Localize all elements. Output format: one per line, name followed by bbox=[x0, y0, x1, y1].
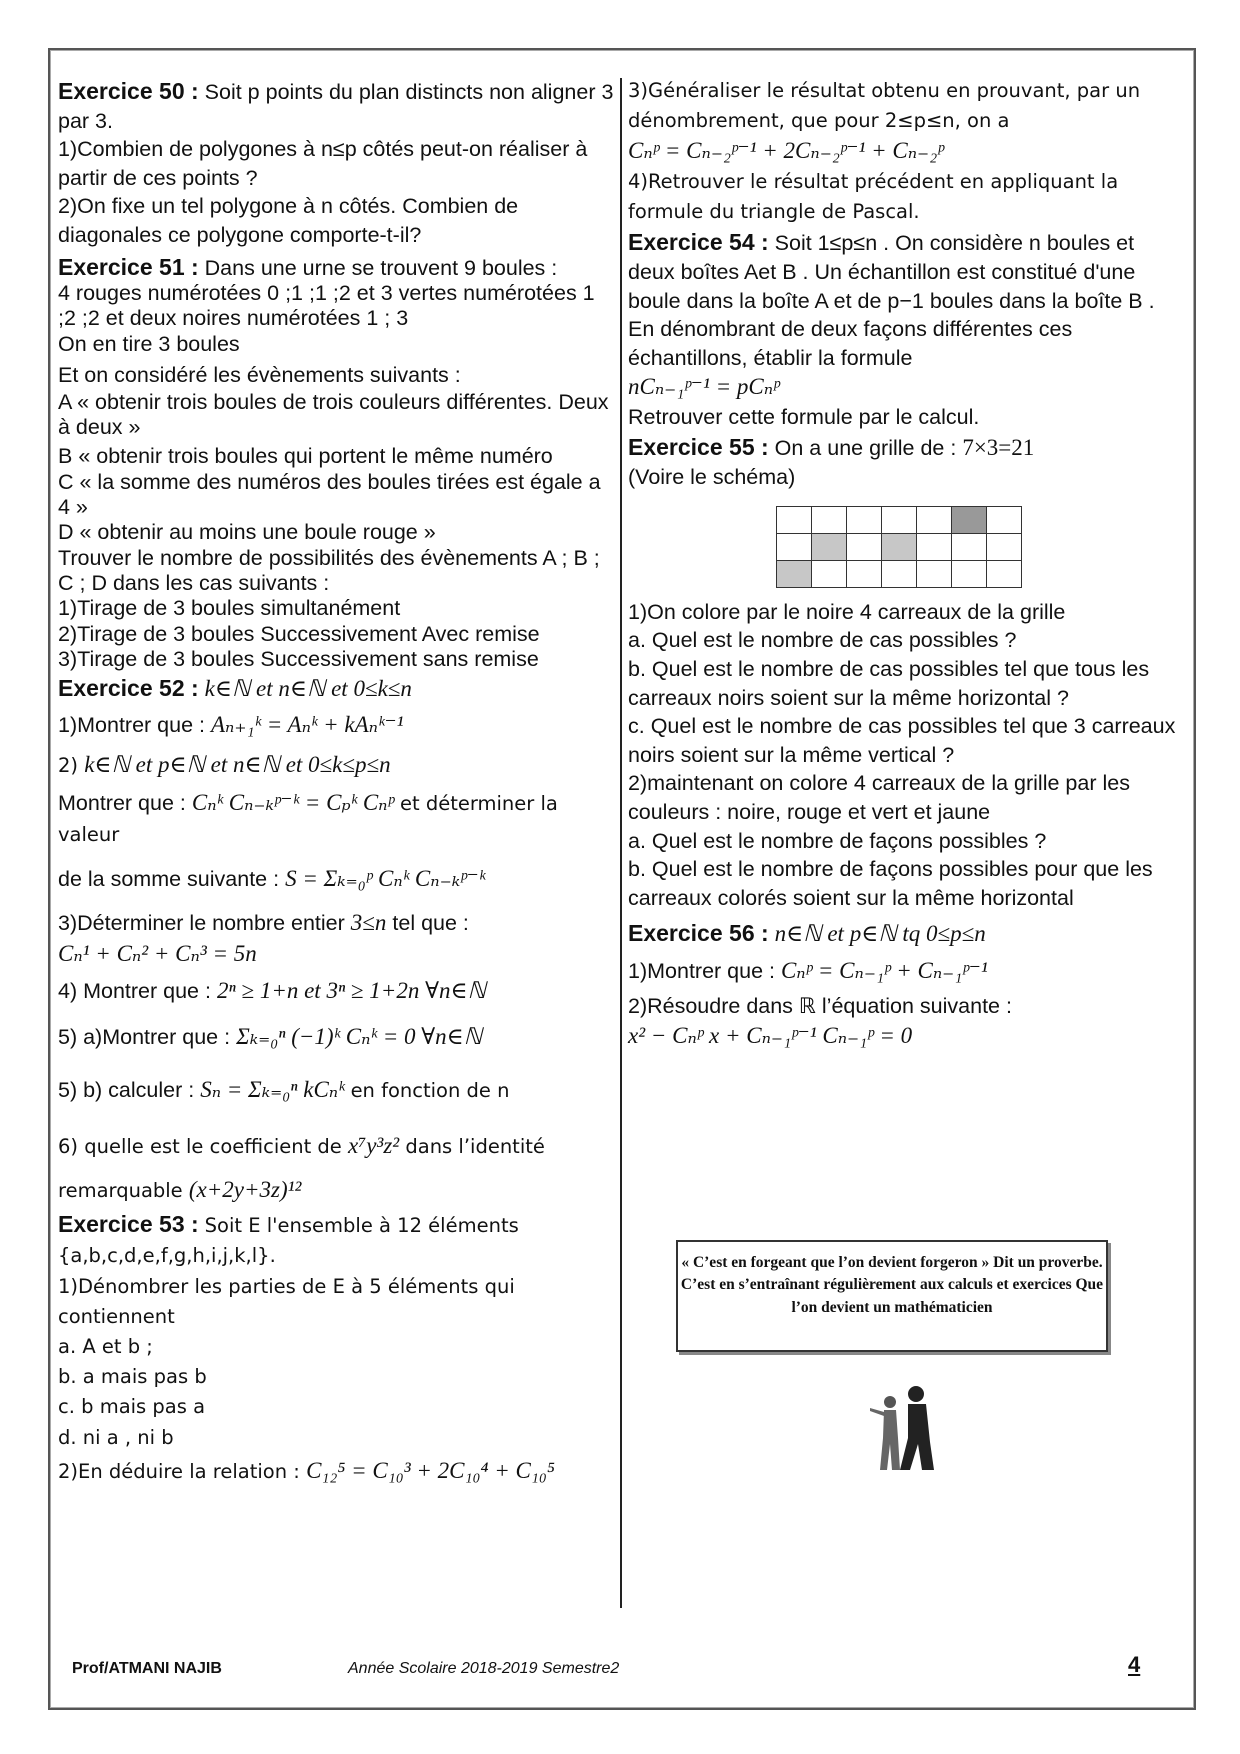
page-number: 4 bbox=[1128, 1652, 1141, 1677]
ex53-intro: Soit E l'ensemble à 12 éléments {a,b,c,d,e,f,g,h,i,j,k,l}. bbox=[58, 1214, 519, 1268]
ex56-condition: n∈ℕ et p∈ℕ tq 0≤p≤n bbox=[774, 921, 986, 947]
child-pointing-arm bbox=[870, 1408, 884, 1416]
ex52-q2-sum-text: de la somme suivante : bbox=[58, 866, 280, 891]
ex52-q3-cond: 3≤n bbox=[350, 910, 387, 936]
grid-row bbox=[777, 506, 1022, 533]
ex53-q3-eq bbox=[628, 136, 1184, 167]
ex56-q1-text: 1)Montrer que : bbox=[628, 958, 775, 983]
ex52-q4-formula: 2ⁿ ≥ 1+n et 3ⁿ ≥ 1+2n ∀n∈ℕ bbox=[216, 977, 486, 1003]
grid-cell-shaded bbox=[812, 533, 847, 560]
ex53-q3-formula: Cₙᵖ = Cₙ₋₂ᵖ⁻¹ + 2Cₙ₋₂ᵖ⁻¹ + Cₙ₋₂ᵖ bbox=[628, 138, 944, 164]
exercise-54 bbox=[628, 227, 1184, 372]
ex53-q2-formula: C₁₂⁵ = C₁₀³ + 2C₁₀⁴ + C₁₀⁵ bbox=[306, 1457, 555, 1483]
exercise-50 bbox=[58, 76, 618, 135]
ex52-q4 bbox=[58, 976, 618, 1007]
grid-cell bbox=[952, 560, 987, 587]
ex53-item-a: a. A et b ; bbox=[58, 1335, 153, 1359]
ex55-q1b: b. Quel est le nombre de cas possibles tel que tous les carreaux noirs soient sur la même horizontal ? bbox=[628, 656, 1150, 710]
ex52-q6-text3: remarquable bbox=[58, 1178, 183, 1202]
ex52-q3-text2: tel que : bbox=[392, 911, 469, 936]
ex52-q5b-text: 5) b) calculer : bbox=[58, 1077, 195, 1102]
ex56-q2-formula: x² − Cₙᵖ x + Cₙ₋₁ᵖ⁻¹ Cₙ₋₁ᵖ = 0 bbox=[628, 1023, 913, 1049]
grid-cell bbox=[952, 533, 987, 560]
ex52-q6-text: 6) quelle est le coefficient de bbox=[58, 1134, 342, 1158]
grid-cell bbox=[847, 560, 882, 587]
ex52-q5b-text2: en fonction de n bbox=[350, 1078, 510, 1102]
ex52-q3-formula: Cₙ¹ + Cₙ² + Cₙ³ = 5n bbox=[58, 940, 257, 966]
ex55-title: Exercice 55 : bbox=[628, 433, 769, 460]
ex52-q2-condition: k∈ℕ et p∈ℕ et n∈ℕ et 0≤k≤p≤n bbox=[84, 751, 391, 777]
ex52-q5a-text: 5) a)Montrer que : bbox=[58, 1025, 231, 1050]
grid-cell bbox=[812, 506, 847, 533]
grid-cell bbox=[812, 560, 847, 587]
child-head bbox=[884, 1396, 896, 1408]
ex52-q1 bbox=[58, 710, 618, 741]
ex51-event-a: A « obtenir trois boules de trois couleurs différentes. Deux à deux » bbox=[58, 389, 609, 439]
grid-cell-shaded bbox=[882, 533, 917, 560]
ex51-title: Exercice 51 : bbox=[58, 253, 199, 280]
ex52-q1-formula: Aₙ₊₁ᵏ = Aₙᵏ + kAₙᵏ⁻¹ bbox=[210, 712, 404, 738]
column-divider bbox=[620, 78, 622, 1608]
ex52-q6-formula: (x+2y+3z)¹² bbox=[188, 1176, 302, 1202]
grid-cell bbox=[917, 506, 952, 533]
adult-body bbox=[900, 1404, 934, 1470]
ex54-formula: nCₙ₋₁ᵖ⁻¹ = pCₙᵖ bbox=[628, 374, 780, 400]
ex52-q5a bbox=[58, 1022, 618, 1053]
ex52-q2-sum bbox=[58, 864, 618, 895]
ex56-q2-eq bbox=[628, 1021, 1184, 1052]
ex52-q5b bbox=[58, 1075, 618, 1106]
ex52-q3-eq bbox=[58, 939, 618, 970]
ex51-task: Trouver le nombre de possibilités des évènements A ; B ; C ; D dans les cas suivants : bbox=[58, 545, 600, 596]
ex52-q2-text2: et déterminer la valeur bbox=[58, 792, 558, 846]
ex51-l1: Dans une urne se trouvent 9 boules : bbox=[204, 255, 558, 280]
ex55-q1: 1)On colore par le noire 4 carreaux de la grille bbox=[628, 599, 1066, 624]
grid-cell bbox=[987, 533, 1022, 560]
ex53-item-d: d. ni a , ni b bbox=[58, 1425, 174, 1449]
ex55-intro: On a une grille de : bbox=[774, 435, 957, 460]
grid-cell bbox=[847, 533, 882, 560]
quote-proverb: « C’est en forgeant que l’on devient forgeron » Dit un proverbe. bbox=[681, 1254, 1103, 1271]
ex55-see: (Voire le schéma) bbox=[628, 465, 796, 490]
teacher-child-illustration bbox=[868, 1372, 940, 1472]
ex52-q6-identity bbox=[58, 1172, 618, 1208]
ex53-q2-text: 2)En déduire la relation : bbox=[58, 1459, 300, 1483]
ex54-after: Retrouver cette formule par le calcul. bbox=[628, 405, 980, 429]
ex55-q1c: c. Quel est le nombre de cas possibles tel que 3 carreaux noirs soient sur la même vertical ? bbox=[628, 714, 1176, 767]
ex50-q2: 2)On fixe un tel polygone à n côtés. Combien de diagonales ce polygone comporte-t-il? bbox=[58, 194, 519, 247]
ex51-l3: On en tire 3 boules bbox=[58, 331, 240, 356]
grid-cell bbox=[847, 506, 882, 533]
ex52-q2-num: 2) bbox=[58, 753, 79, 777]
ex51-event-c: C « la somme des numéros des boules tirées est égale a 4 » bbox=[58, 469, 601, 520]
ex51-event-d: D « obtenir au moins une boule rouge » bbox=[58, 520, 436, 545]
grid-cell bbox=[917, 533, 952, 560]
exercise-55 bbox=[628, 432, 1184, 464]
ex53-q2 bbox=[58, 1453, 618, 1489]
ex51-case2: 2)Tirage de 3 boules Successivement Avec remise bbox=[58, 621, 540, 646]
ex56-q1 bbox=[628, 956, 1184, 987]
ex52-q2-show bbox=[58, 788, 618, 849]
grid-cell bbox=[917, 560, 952, 587]
ex51-case1: 1)Tirage de 3 boules simultanément bbox=[58, 596, 401, 621]
exercise-53 bbox=[58, 1209, 618, 1271]
left-column bbox=[58, 76, 618, 1489]
ex54-text: Soit 1≤p≤n . On considère n boules et deux boîtes Aet B . Un échantillon est constitué d'une boule dans la boîte A et de p−1 boules dans la boîte B . En dénombrant de deux façons différentes ces échantillons, établir la formule bbox=[628, 231, 1155, 370]
exercise-51 bbox=[58, 254, 618, 281]
ex50-q1: 1)Combien de polygones à n≤p côtés peut-on réaliser à partir de ces points ? bbox=[58, 137, 588, 190]
ex56-q1-formula: Cₙᵖ = Cₙ₋₁ᵖ + Cₙ₋₁ᵖ⁻¹ bbox=[780, 957, 988, 983]
ex55-grid-eq: 7×3=21 bbox=[962, 434, 1035, 460]
quote-advice: C’est en s’entraînant régulièrement aux calculs et exercices Que l’on devient un mathématicien bbox=[680, 1276, 1104, 1316]
ex52-q6-monomial: x⁷y³z² bbox=[348, 1132, 400, 1158]
ex54-formula-line bbox=[628, 372, 1184, 403]
ex53-item-b: b. a mais pas b bbox=[58, 1365, 207, 1389]
grid-cell bbox=[987, 506, 1022, 533]
grid-schema bbox=[776, 506, 1022, 588]
ex53-item-c: c. b mais pas a bbox=[58, 1395, 206, 1419]
grid-cell bbox=[882, 506, 917, 533]
ex55-q2b: b. Quel est le nombre de façons possibles pour que les carreaux colorés soient sur la même horizontal bbox=[628, 857, 1153, 910]
child-body bbox=[880, 1410, 900, 1470]
ex52-q6 bbox=[58, 1128, 618, 1164]
ex52-q2 bbox=[58, 747, 618, 783]
ex56-title: Exercice 56 : bbox=[628, 920, 769, 947]
grid-cell bbox=[987, 560, 1022, 587]
ex53-q4: 4)Retrouver le résultat précédent en appliquant la formule du triangle de Pascal. bbox=[628, 170, 1119, 224]
ex52-q5a-formula: Σₖ₌₀ⁿ (−1)ᵏ Cₙᵏ = 0 ∀n∈ℕ bbox=[236, 1024, 483, 1050]
exercise-56 bbox=[628, 918, 1184, 950]
ex50-title: Exercice 50 : bbox=[58, 78, 199, 104]
grid-cell-shaded bbox=[952, 506, 987, 533]
ex55-q2a: a. Quel est le nombre de façons possibles ? bbox=[628, 828, 1047, 853]
ex51-l4: Et on considéré les évènements suivants : bbox=[58, 363, 461, 387]
adult-head bbox=[908, 1386, 924, 1402]
ex52-title: Exercice 52 : bbox=[58, 674, 199, 701]
grid-cell bbox=[882, 560, 917, 587]
ex55-q2: 2)maintenant on colore 4 carreaux de la grille par les couleurs : noire, rouge et vert et jaune bbox=[628, 771, 1130, 824]
grid-row bbox=[777, 533, 1022, 560]
ex52-condition: k∈ℕ et n∈ℕ et 0≤k≤n bbox=[204, 675, 412, 701]
ex52-q3-text: 3)Déterminer le nombre entier bbox=[58, 911, 345, 936]
ex52-q2-formula: Cₙᵏ Cₙ₋ₖᵖ⁻ᵏ = Cₚᵏ Cₙᵖ bbox=[191, 790, 394, 816]
ex56-q2: 2)Résoudre dans ℝ l’équation suivante : bbox=[628, 994, 1012, 1019]
ex52-q2-text: Montrer que : bbox=[58, 791, 186, 816]
grid-row bbox=[777, 560, 1022, 587]
ex52-q4-text: 4) Montrer que : bbox=[58, 978, 211, 1003]
ex52-q5b-formula: Sₙ = Σₖ₌₀ⁿ kCₙᵏ bbox=[200, 1076, 345, 1102]
ex54-title: Exercice 54 : bbox=[628, 229, 769, 256]
ex52-q1-text: 1)Montrer que : bbox=[58, 713, 205, 738]
footer-author: Prof/ATMANI NAJIB bbox=[72, 1660, 222, 1677]
ex51-case3: 3)Tirage de 3 boules Successivement sans remise bbox=[58, 647, 539, 672]
grid-cell bbox=[777, 533, 812, 560]
right-column bbox=[628, 76, 1184, 1052]
exercise-52 bbox=[58, 673, 618, 705]
ex53-title: Exercice 53 : bbox=[58, 1211, 199, 1238]
quote-box bbox=[676, 1240, 1108, 1352]
ex52-q2-sum-formula: S = Σₖ₌₀ᵖ Cₙᵏ Cₙ₋ₖᵖ⁻ᵏ bbox=[285, 865, 486, 891]
ex53-q1: 1)Dénombrer les parties de E à 5 éléments qui contiennent bbox=[58, 1274, 515, 1328]
ex53-q3: 3)Généraliser le résultat obtenu en prouvant, par un dénombrement, que pour 2≤p≤n, on a bbox=[628, 79, 1141, 133]
ex52-q3 bbox=[58, 908, 618, 939]
grid-cell-shaded bbox=[777, 560, 812, 587]
ex52-q6-text2: dans l’identité bbox=[405, 1134, 545, 1158]
footer-year: Année Scolaire 2018-2019 Semestre2 bbox=[348, 1660, 620, 1677]
ex51-l2: 4 rouges numérotées 0 ;1 ;1 ;2 et 3 vertes numérotées 1 ;2 ;2 et deux noires numérotées 1 ; 3 bbox=[58, 280, 595, 331]
ex50-intro: Soit p points du plan distincts non aligner 3 par 3. bbox=[58, 80, 614, 133]
grid-cell bbox=[777, 506, 812, 533]
ex51-event-b: B « obtenir trois boules qui portent le même numéro bbox=[58, 444, 553, 469]
ex55-q1a: a. Quel est le nombre de cas possibles ? bbox=[628, 628, 1017, 653]
